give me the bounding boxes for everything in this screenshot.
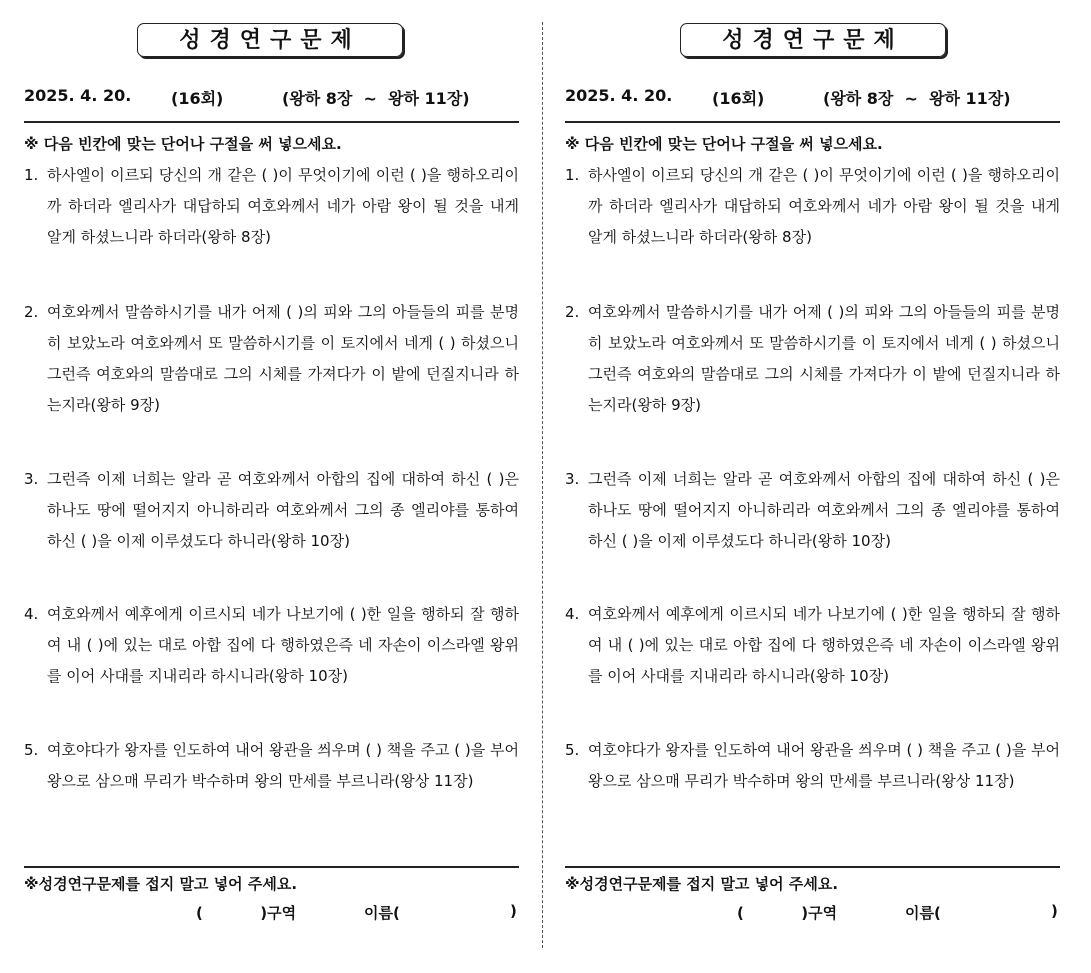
name-field: 이름(: [364, 904, 400, 922]
question-text: 그런즉 이제 너희는 알라 곧 여호와께서 아합의 집에 대하여 하신 ( )은 하나도 땅에 떨어지지 아니하리라 여호와께서 그의 종 엘리야를 통하여 하신 ( )을 이제 이루셨도다 하니라(왕하 10장): [47, 470, 519, 550]
question-number: 2.: [565, 303, 580, 321]
instruction-text: ※ 다음 빈칸에 맞는 단어나 구절을 써 넣으세요.: [565, 135, 883, 153]
question-item: [565, 464, 1060, 557]
question-text: 하사엘이 이르되 당신의 개 같은 ( )이 무엇이기에 이런 ( )을 행하오리이까 하더라 엘리사가 대답하되 여호와께서 네가 아람 왕이 될 것을 내게 알게 하셨느니라 하더라(왕하 8장): [588, 166, 1060, 246]
name-field-close: ): [510, 902, 517, 920]
worksheet-left: [24, 0, 519, 973]
question-number: 4.: [565, 605, 580, 623]
question-text: 여호와께서 말씀하시기를 내가 어제 ( )의 피와 그의 아들들의 피를 분명히 보았노라 여호와께서 또 말씀하시기를 이 토지에서 네게 ( ) 하셨으니 그런즉 여호와의 말씀대로 그의 시체를 가져다가 이 밭에 던질지니라 하는지라(왕하 9장): [588, 303, 1060, 414]
issue-label: (16회): [712, 89, 765, 108]
question-text: 여호와께서 말씀하시기를 내가 어제 ( )의 피와 그의 아들들의 피를 분명히 보았노라 여호와께서 또 말씀하시기를 이 토지에서 네게 ( ) 하셨으니 그런즉 여호와의 말씀대로 그의 시체를 가져다가 이 밭에 던질지니라 하는지라(왕하 9장): [47, 303, 519, 414]
question-item: [24, 297, 519, 421]
question-number: 1.: [24, 166, 39, 184]
question-item: [565, 735, 1060, 797]
question-number: 3.: [24, 470, 39, 488]
question-number: 2.: [24, 303, 39, 321]
question-number: 5.: [565, 741, 580, 759]
page-title: 성경연구문제: [680, 23, 946, 57]
cut-line: [542, 22, 543, 948]
question-text: 그런즉 이제 너희는 알라 곧 여호와께서 아합의 집에 대하여 하신 ( )은 하나도 땅에 떨어지지 아니하리라 여호와께서 그의 종 엘리야를 통하여 하신 ( )을 이제 이루셨도다 하니라(왕하 10장): [588, 470, 1060, 550]
date-label: 2025. 4. 20.: [24, 86, 132, 105]
question-item: [24, 160, 519, 253]
issue-label: (16회): [171, 89, 224, 108]
footer-note: ※성경연구문제를 접지 말고 넣어 주세요.: [565, 875, 839, 893]
question-number: 5.: [24, 741, 39, 759]
question-item: [24, 599, 519, 692]
question-number: 3.: [565, 470, 580, 488]
question-item: [24, 464, 519, 557]
question-text: 여호와께서 예후에게 이르시되 네가 나보기에 ( )한 일을 행하되 잘 행하여 내 ( )에 있는 대로 아합 집에 다 행하였은즉 네 자손이 이스라엘 왕위를 이어 사대를 지내리라 하시니라(왕하 10장): [47, 605, 519, 685]
header-row: [24, 86, 519, 110]
question-item: [24, 735, 519, 797]
question-item: [565, 599, 1060, 692]
question-number: 1.: [565, 166, 580, 184]
instruction-text: ※ 다음 빈칸에 맞는 단어나 구절을 써 넣으세요.: [24, 135, 342, 153]
header-divider: [565, 121, 1060, 123]
district-field: ( )구역: [737, 904, 838, 922]
footer-fields: [24, 902, 519, 926]
question-item: [565, 160, 1060, 253]
page-title: 성경연구문제: [137, 23, 403, 57]
footer-divider: [565, 866, 1060, 868]
question-item: [565, 297, 1060, 421]
footer-divider: [24, 866, 519, 868]
question-text: 여호야다가 왕자를 인도하여 내어 왕관을 씌우며 ( ) 책을 주고 ( )을 부어 왕으로 삼으매 무리가 박수하며 왕의 만세를 부르니라(왕상 11장): [588, 741, 1060, 790]
date-label: 2025. 4. 20.: [565, 86, 673, 105]
header-row: [565, 86, 1060, 110]
name-field: 이름(: [905, 904, 941, 922]
question-number: 4.: [24, 605, 39, 623]
footer-fields: [565, 902, 1060, 926]
footer-note: ※성경연구문제를 접지 말고 넣어 주세요.: [24, 875, 298, 893]
question-text: 여호와께서 예후에게 이르시되 네가 나보기에 ( )한 일을 행하되 잘 행하여 내 ( )에 있는 대로 아합 집에 다 행하였은즉 네 자손이 이스라엘 왕위를 이어 사대를 지내리라 하시니라(왕하 10장): [588, 605, 1060, 685]
worksheet-right: [565, 0, 1060, 973]
question-text: 하사엘이 이르되 당신의 개 같은 ( )이 무엇이기에 이런 ( )을 행하오리이까 하더라 엘리사가 대답하되 여호와께서 네가 아람 왕이 될 것을 내게 알게 하셨느니라 하더라(왕하 8장): [47, 166, 519, 246]
header-divider: [24, 121, 519, 123]
question-text: 여호야다가 왕자를 인도하여 내어 왕관을 씌우며 ( ) 책을 주고 ( )을 부어 왕으로 삼으매 무리가 박수하며 왕의 만세를 부르니라(왕상 11장): [47, 741, 519, 790]
chapter-range-label: (왕하 8장 ~ 왕하 11장): [282, 89, 470, 108]
chapter-range-label: (왕하 8장 ~ 왕하 11장): [823, 89, 1011, 108]
district-field: ( )구역: [196, 904, 297, 922]
name-field-close: ): [1051, 902, 1058, 920]
